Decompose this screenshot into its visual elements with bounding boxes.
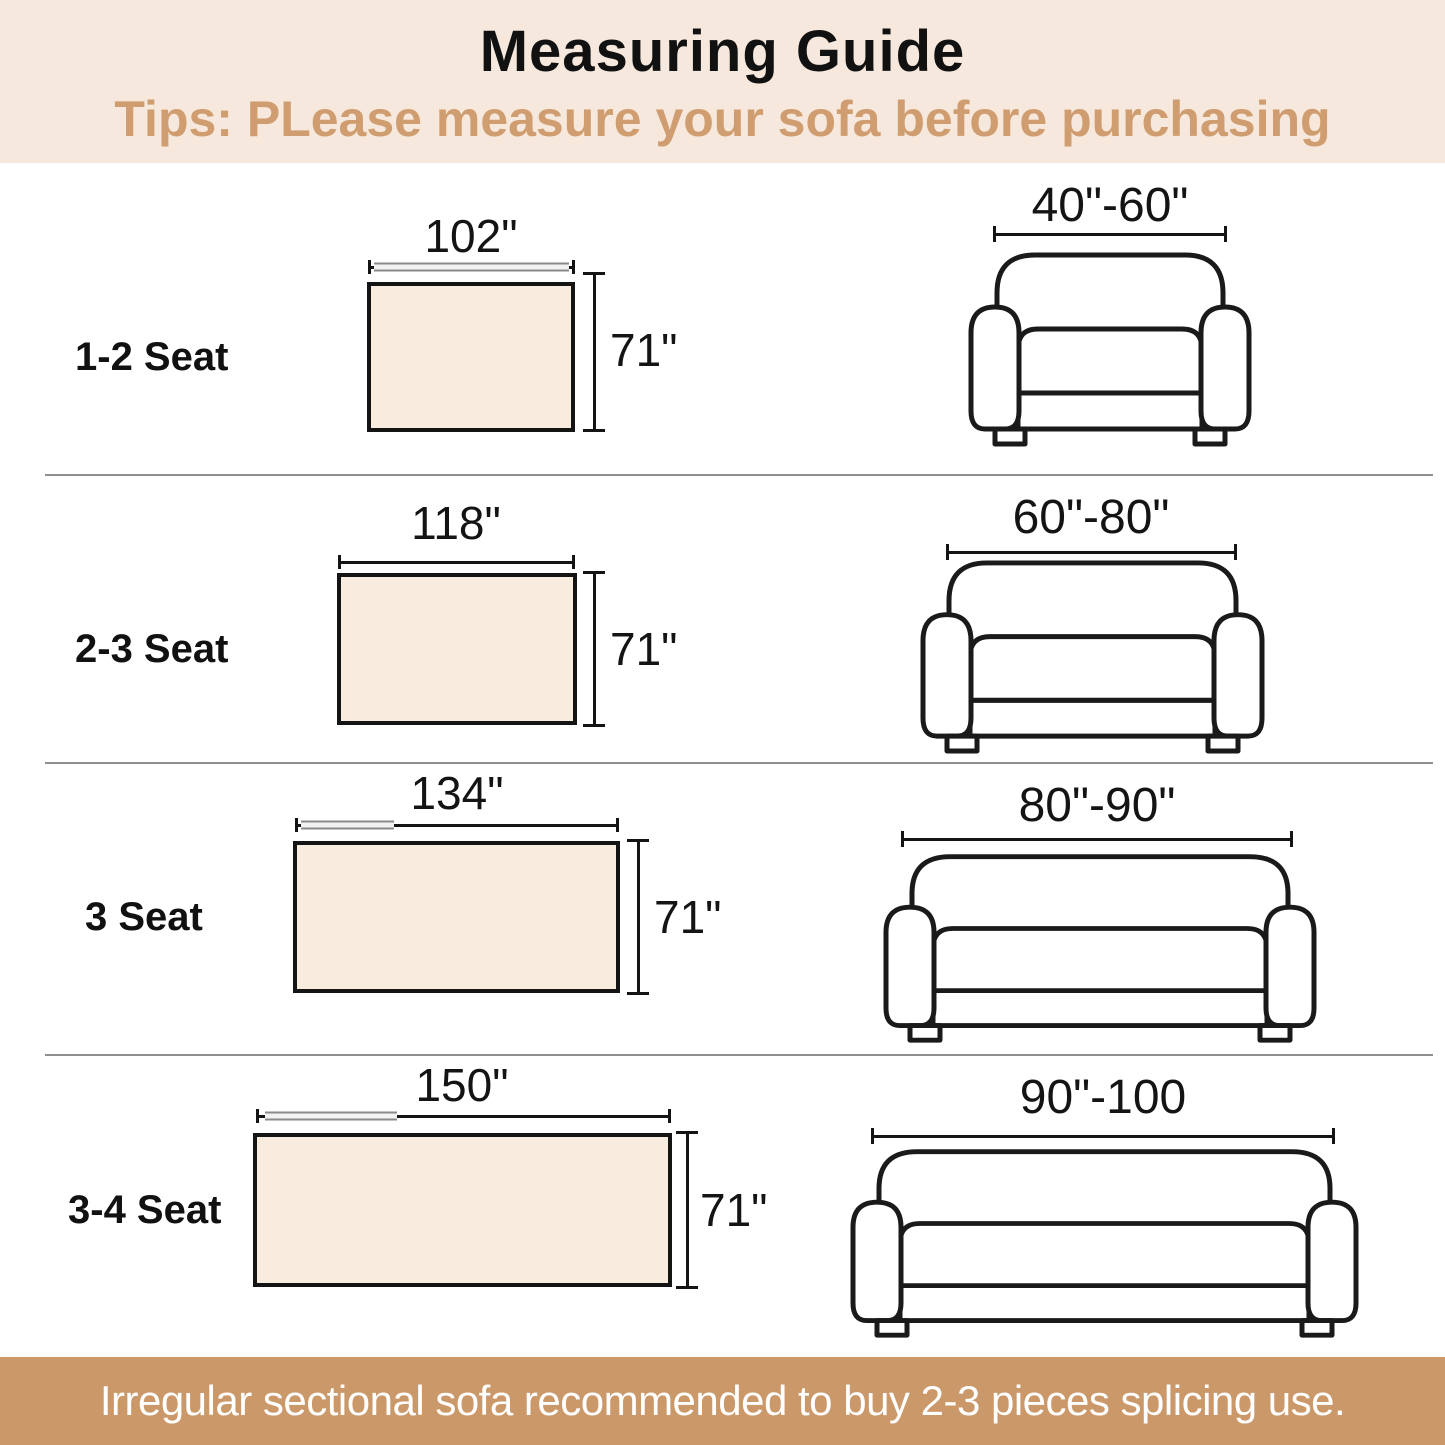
- row-label-3-seat: 3 Seat: [85, 895, 203, 939]
- header-banner: [0, 0, 1445, 163]
- cover-fabric-swatch: [337, 573, 577, 725]
- cover-width-value: 102": [424, 210, 518, 262]
- cover-fabric-swatch: [253, 1133, 672, 1287]
- footer-note: Irregular sectional sofa recommended to buy 2-3 pieces splicing use.: [99, 1377, 1346, 1424]
- sofa-width-range: 80"-90": [1018, 779, 1176, 832]
- height-dimension-line: [583, 571, 605, 727]
- sofa-width-range: 40"-60": [1031, 179, 1189, 232]
- large-sofa-icon: [850, 1140, 1359, 1340]
- tape-overlay: [265, 1112, 397, 1121]
- tape-overlay: [374, 263, 569, 272]
- sofa-width-range: 60"-80": [1012, 491, 1170, 544]
- row-divider: [45, 1054, 1433, 1056]
- cover-width-value: 134": [410, 767, 504, 819]
- cover-height-value: 71": [610, 623, 678, 675]
- height-dimension-line: [676, 1131, 698, 1289]
- sofa-width-range: 90"-100: [1019, 1071, 1187, 1124]
- row-divider: [45, 474, 1433, 476]
- armchair-icon: [968, 243, 1252, 449]
- width-dimension-line: [295, 818, 619, 832]
- width-dimension-line: [256, 1109, 671, 1123]
- height-dimension-line: [627, 839, 649, 995]
- row-label-1-2-seat: 1-2 Seat: [75, 335, 229, 379]
- footer-banner: [0, 1357, 1445, 1445]
- row-label-2-3-seat: 2-3 Seat: [75, 627, 229, 671]
- width-dimension-line: [338, 555, 575, 569]
- row-label-3-4-seat: 3-4 Seat: [68, 1188, 222, 1232]
- width-dimension-line: [368, 260, 575, 274]
- cover-width-value: 118": [411, 497, 501, 549]
- cover-width-value: 150": [415, 1059, 509, 1111]
- cover-height-value: 71": [700, 1184, 768, 1236]
- cover-fabric-swatch: [293, 841, 620, 993]
- tape-overlay: [301, 821, 394, 830]
- sofa-dimension-line: [993, 226, 1227, 242]
- row-divider: [45, 762, 1433, 764]
- loveseat-icon: [920, 551, 1265, 756]
- page-title: Measuring Guide: [479, 19, 966, 84]
- page-subtitle: Tips: PLease measure your sofa before purchasing: [114, 91, 1331, 147]
- cover-fabric-swatch: [367, 282, 575, 432]
- cover-height-value: 71": [610, 324, 678, 376]
- sofa-icon: [883, 845, 1317, 1045]
- height-dimension-line: [583, 272, 605, 432]
- cover-height-value: 71": [654, 891, 722, 943]
